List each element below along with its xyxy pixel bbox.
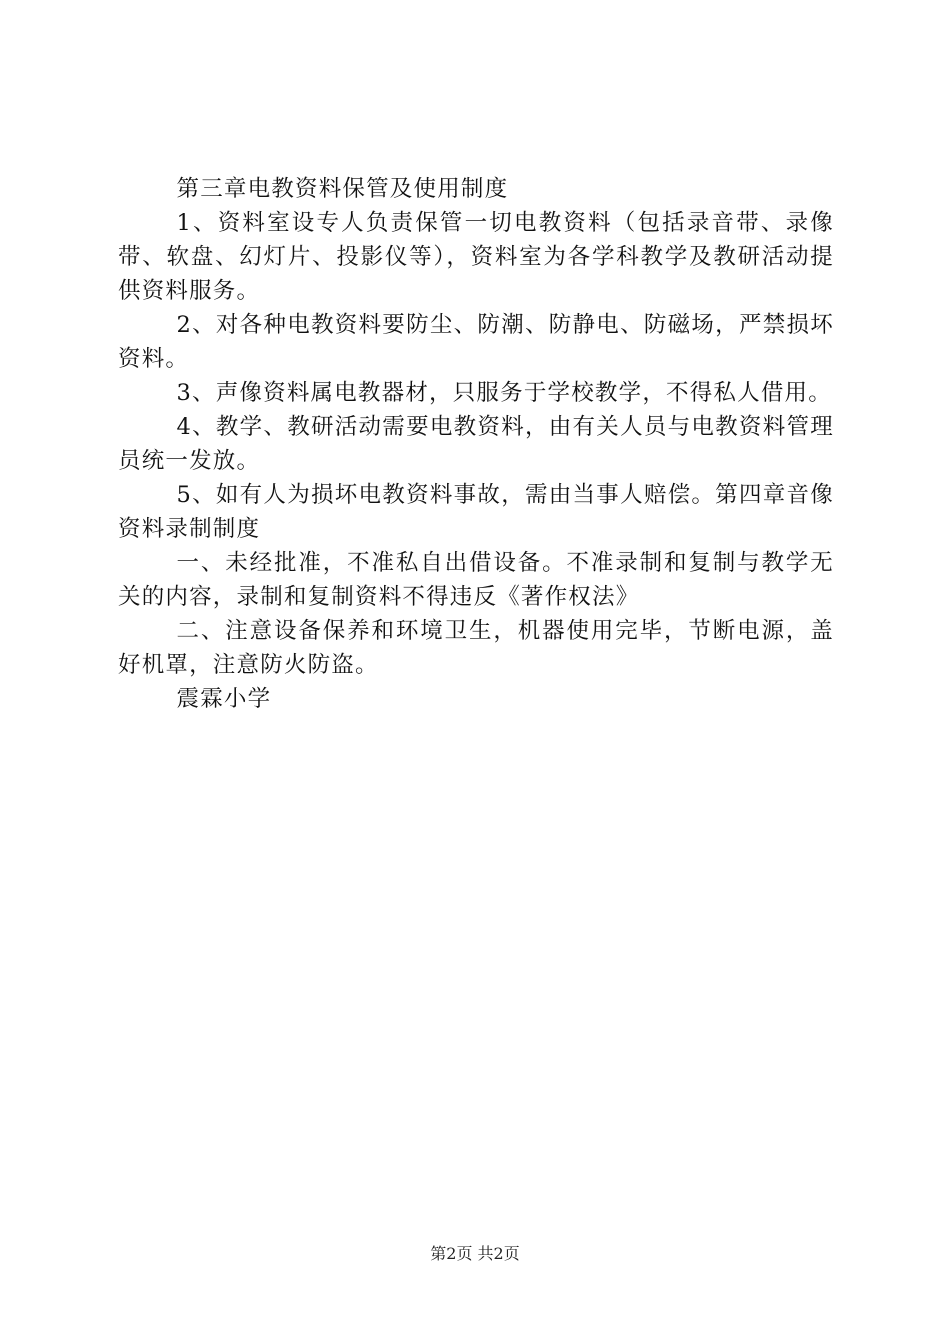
school-signature: 震霖小学 xyxy=(176,686,272,712)
rule-paragraph-5: 5、如有人为损坏电教资料事故，需由当事人赔偿。第四章音像资料录制制度 xyxy=(118,482,834,542)
chapter-three-heading: 第三章电教资料保管及使用制度 xyxy=(176,176,509,202)
recording-rule-2: 二、注意设备保养和环境卫生，机器使用完毕，节断电源，盖好机罩，注意防火防盗。 xyxy=(118,618,834,678)
document-body xyxy=(118,172,834,716)
page-number-footer: 第2页 共2页 xyxy=(430,1244,520,1263)
recording-rule-1: 一、未经批准，不准私自出借设备。不准录制和复制与教学无关的内容，录制和复制资料不得违反《著作权法》 xyxy=(118,550,834,610)
rule-paragraph-4: 4、教学、教研活动需要电教资料，由有关人员与电教资料管理员统一发放。 xyxy=(118,414,834,474)
rule-paragraph-2: 2、对各种电教资料要防尘、防潮、防静电、防磁场，严禁损坏资料。 xyxy=(118,312,834,372)
rule-paragraph-3: 3、声像资料属电教器材，只服务于学校教学，不得私人借用。 xyxy=(176,380,832,406)
rule-paragraph-1: 1、资料室设专人负责保管一切电教资料（包括录音带、录像带、软盘、幻灯片、投影仪等），资料室为各学科教学及教研活动提供资料服务。 xyxy=(118,210,834,304)
